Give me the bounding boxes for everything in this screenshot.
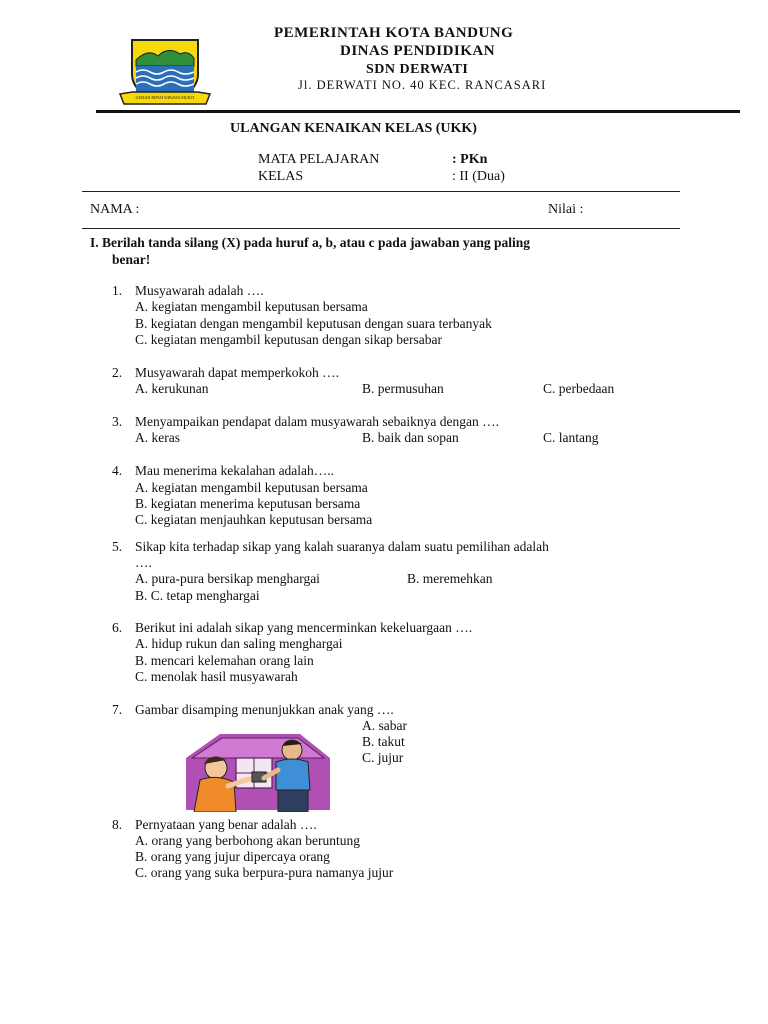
subject-value: : PKn [452,152,488,167]
logo-ribbon-text: GEMAH RIPAH WIBAWA MUKTI [135,95,195,100]
question-number: 5. [112,539,123,554]
answer-option: A. orang yang berbohong akan beruntung [135,833,360,848]
info-divider-top [82,191,680,192]
question-number: 3. [112,414,123,429]
answer-option: B. C. tetap menghargai [135,588,260,603]
question-text: Menyampaikan pendapat dalam musyawarah sebaiknya dengan …. [135,414,499,429]
question-number: 7. [112,702,123,717]
answer-option: B. mencari kelemahan orang lain [135,653,314,668]
answer-option: B. kegiatan dengan mengambil keputusan dengan suara terbanyak [135,316,492,331]
question-number: 8. [112,817,123,832]
question-text-cont: …. [135,555,152,570]
question-number: 1. [112,283,123,298]
class-value: : II (Dua) [452,169,505,184]
answer-option: B. takut [362,734,405,749]
answer-option: B. baik dan sopan [362,430,459,445]
question-text: Musyawarah dapat memperkokoh …. [135,365,339,380]
answer-option: A. sabar [362,718,407,733]
answer-option: B. meremehkan [407,571,493,586]
question-number: 6. [112,620,123,635]
answer-option: A. pura-pura bersikap menghargai [135,571,320,586]
question-text: Sikap kita terhadap sikap yang kalah suaranya dalam suatu pemilihan adalah [135,539,549,554]
answer-option: A. kegiatan mengambil keputusan bersama [135,480,368,495]
question-number: 2. [112,365,123,380]
question-text: Gambar disamping menunjukkan anak yang …. [135,702,394,717]
answer-option: A. kegiatan mengambil keputusan bersama [135,299,368,314]
score-label: Nilai : [548,202,584,217]
answer-option: A. keras [135,430,180,445]
answer-option: C. perbedaan [543,381,615,396]
answer-option: B. kegiatan menerima keputusan bersama [135,496,361,511]
school-address: Jl. DERWATI NO. 40 KEC. RANCASARI [298,78,547,92]
answer-option: B. permusuhan [362,381,444,396]
department-name: DINAS PENDIDIKAN [340,43,496,59]
school-logo [118,36,212,110]
question-illustration [180,728,338,812]
children-returning-item-illustration [180,728,338,812]
school-name: SDN DERWATI [366,62,469,77]
section-instruction-cont: benar! [112,252,151,267]
header-divider [96,110,740,113]
question-text: Musyawarah adalah …. [135,283,264,298]
question-text: Mau menerima kekalahan adalah….. [135,463,335,478]
government-name: PEMERINTAH KOTA BANDUNG [274,25,514,41]
class-label: KELAS [258,169,304,184]
answer-option: B. orang yang jujur dipercaya orang [135,849,330,864]
answer-option: C. lantang [543,430,599,445]
answer-option: C. orang yang suka berpura-pura namanya jujur [135,865,394,880]
question-text: Pernyataan yang benar adalah …. [135,817,317,832]
answer-option: C. menolak hasil musyawarah [135,669,298,684]
answer-option: C. kegiatan menjauhkan keputusan bersama [135,512,373,527]
info-divider-bottom [82,228,680,229]
question-text: Berikut ini adalah sikap yang mencerminkan kekeluargaan …. [135,620,473,635]
student-name-label: NAMA : [90,202,140,217]
question-number: 4. [112,463,123,478]
section-instruction: I. Berilah tanda silang (X) pada huruf a, b, atau c pada jawaban yang paling [90,235,530,250]
answer-option: A. hidup rukun dan saling menghargai [135,636,343,651]
answer-option: A. kerukunan [135,381,209,396]
exam-title: ULANGAN KENAIKAN KELAS (UKK) [230,121,477,136]
answer-option: C. jujur [362,750,404,765]
answer-option: C. kegiatan mengambil keputusan dengan sikap bersabar [135,332,443,347]
subject-label: MATA PELAJARAN [258,152,380,167]
